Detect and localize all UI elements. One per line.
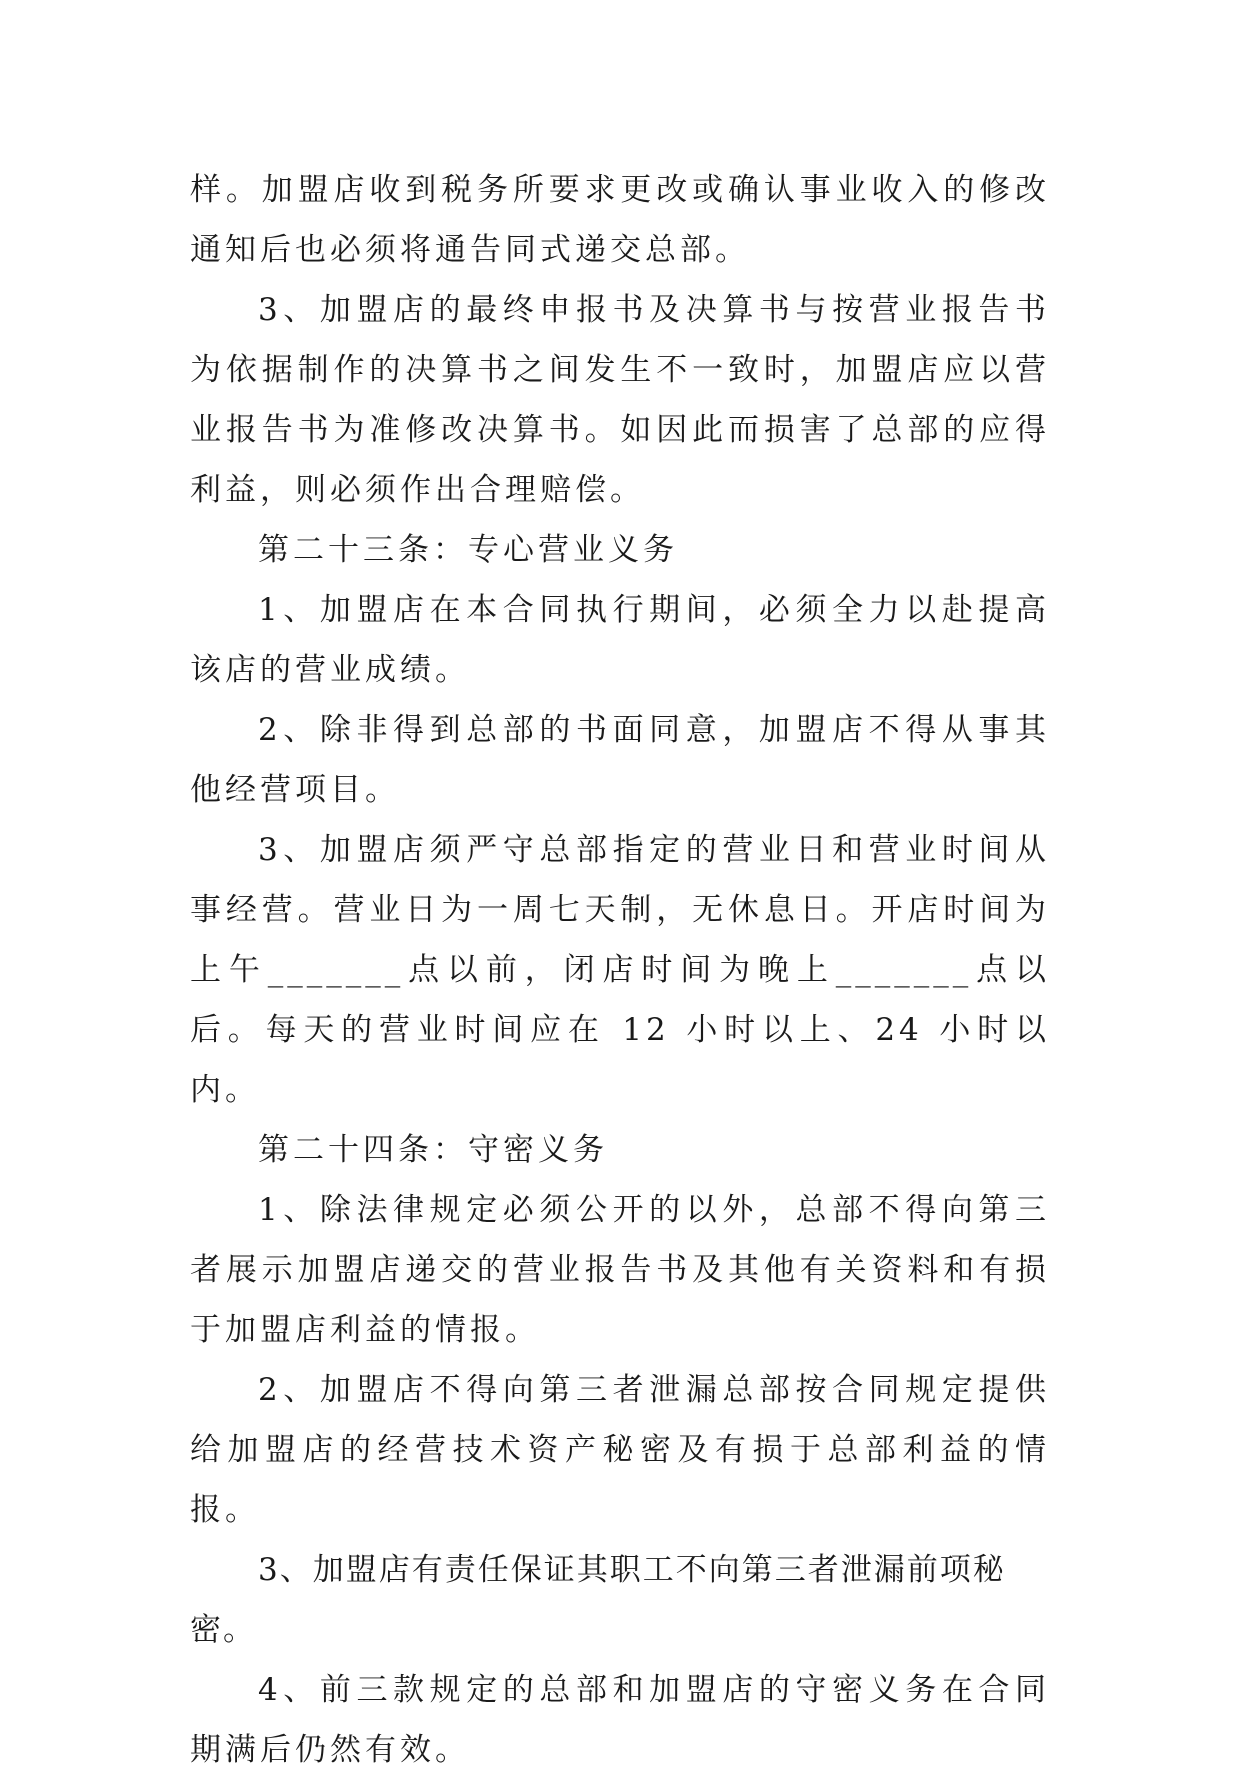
paragraph-clause-24-1: 1、除法律规定必须公开的以外，总部不得向第三者展示加盟店递交的营业报告书及其他有关资料和有损于加盟店利益的情报。 bbox=[190, 1192, 1050, 1348]
paragraph-clause-24-2: 2、加盟店不得向第三者泄漏总部按合同规定提供给加盟店的经营技术资产秘密及有损于总部利益的情报。 bbox=[190, 1372, 1050, 1528]
article-23-heading: 第二十三条：专心营业义务 bbox=[258, 532, 678, 568]
paragraph-clause-24-3: 3、加盟店有责任保证其职工不向第三者泄漏前项秘密。 bbox=[190, 1552, 1006, 1648]
paragraph-clause-23-1: 1、加盟店在本合同执行期间，必须全力以赴提高该店的营业成绩。 bbox=[190, 592, 1050, 688]
paragraph-clause-23-3: 3、加盟店须严守总部指定的营业日和营业时间从事经营。营业日为一周七天制，无休息日。开店时间为上午_______点以前，闭店时间为晚上_______点以后。每天的营业时间应在 12 小时以上、24 小时以内。 bbox=[190, 832, 1050, 1108]
paragraph-clause-22-3: 3、加盟店的最终申报书及决算书与按营业报告书为依据制作的决算书之间发生不一致时，加盟店应以营业报告书为准修改决算书。如因此而损害了总部的应得利益，则必须作出合理赔偿。 bbox=[190, 292, 1050, 508]
paragraph-continuation: 样。加盟店收到税务所要求更改或确认事业收入的修改通知后也必须将通告同式递交总部。 bbox=[190, 172, 1050, 268]
paragraph-clause-24-4: 4、前三款规定的总部和加盟店的守密义务在合同期满后仍然有效。 bbox=[190, 1672, 1050, 1768]
paragraph-clause-23-2: 2、除非得到总部的书面同意，加盟店不得从事其他经营项目。 bbox=[190, 712, 1050, 808]
article-24-heading: 第二十四条：守密义务 bbox=[258, 1132, 608, 1168]
document-body bbox=[190, 160, 1050, 1780]
